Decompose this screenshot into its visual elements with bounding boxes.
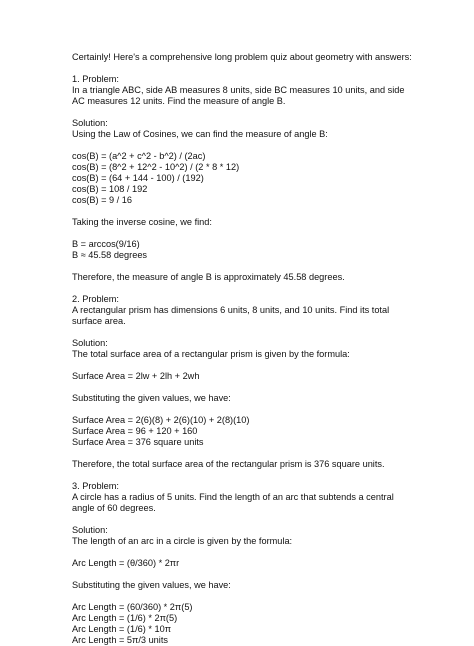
spacer xyxy=(72,63,412,74)
problem-1-inverse-step: B = arccos(9/16) xyxy=(72,239,140,249)
document-body xyxy=(72,52,412,646)
problem-2-substitute-intro: Substituting the given values, we have: xyxy=(72,393,231,403)
problem-1-text-line: AC measures 12 units. Find the measure of angle B. xyxy=(72,96,286,106)
problem-2-formula: Surface Area = 2lw + 2lh + 2wh xyxy=(72,371,200,381)
problem-1-solution-heading: Solution: xyxy=(72,118,108,128)
problem-3-solution-intro: The length of an arc in a circle is given by the formula: xyxy=(72,536,293,546)
problem-3-formula: Arc Length = (θ/360) * 2πr xyxy=(72,558,180,568)
spacer xyxy=(72,360,412,371)
problem-2-solution-heading: Solution: xyxy=(72,338,108,348)
problem-3-step: Arc Length = (60/360) * 2π(5) xyxy=(72,602,193,612)
problem-3-text-line: A circle has a radius of 5 units. Find the length of an arc that subtends a central xyxy=(72,492,394,502)
spacer xyxy=(72,470,412,481)
spacer xyxy=(72,327,412,338)
problem-2-step: Surface Area = 2(6)(8) + 2(6)(10) + 2(8)(10) xyxy=(72,415,250,425)
problem-1-step: cos(B) = (8^2 + 12^2 - 10^2) / (2 * 8 * 12) xyxy=(72,162,240,172)
problem-1-step: cos(B) = (a^2 + c^2 - b^2) / (2ac) xyxy=(72,151,206,161)
intro-text: Certainly! Here's a comprehensive long problem quiz about geometry with answers: xyxy=(72,52,412,62)
problem-3-step: Arc Length = (1/6) * 2π(5) xyxy=(72,613,178,623)
problem-2-step: Surface Area = 96 + 120 + 160 xyxy=(72,426,198,436)
spacer xyxy=(72,283,412,294)
spacer xyxy=(72,382,412,393)
problem-1-step: cos(B) = (64 + 144 - 100) / (192) xyxy=(72,173,204,183)
problem-2-solution-intro: The total surface area of a rectangular prism is given by the formula: xyxy=(72,349,350,359)
problem-2-heading: 2. Problem: xyxy=(72,294,119,304)
problem-2-text-line: surface area. xyxy=(72,316,126,326)
problem-3-text-line: angle of 60 degrees. xyxy=(72,503,156,513)
problem-3-substitute-intro: Substituting the given values, we have: xyxy=(72,580,231,590)
problem-3-solution-heading: Solution: xyxy=(72,525,108,535)
problem-3-step: Arc Length = (1/6) * 10π xyxy=(72,624,172,634)
spacer xyxy=(72,404,412,415)
spacer xyxy=(72,107,412,118)
problem-3-heading: 3. Problem: xyxy=(72,481,119,491)
problem-1-inverse-step: B ≈ 45.58 degrees xyxy=(72,250,148,260)
problem-2-step: Surface Area = 376 square units xyxy=(72,437,204,447)
problem-2-text-line: A rectangular prism has dimensions 6 units, 8 units, and 10 units. Find its total xyxy=(72,305,390,315)
problem-1-text-line: In a triangle ABC, side AB measures 8 units, side BC measures 10 units, and side xyxy=(72,85,405,95)
problem-1-step: cos(B) = 9 / 16 xyxy=(72,195,133,205)
spacer xyxy=(72,547,412,558)
spacer xyxy=(72,514,412,525)
problem-1-step: cos(B) = 108 / 192 xyxy=(72,184,148,194)
problem-1-conclusion: Therefore, the measure of angle B is approximately 45.58 degrees. xyxy=(72,272,345,282)
spacer xyxy=(72,448,412,459)
problem-1-solution-intro: Using the Law of Cosines, we can find the measure of angle B: xyxy=(72,129,328,139)
problem-1-heading: 1. Problem: xyxy=(72,74,119,84)
spacer xyxy=(72,228,412,239)
spacer xyxy=(72,140,412,151)
spacer xyxy=(72,261,412,272)
spacer xyxy=(72,591,412,602)
problem-3-step: Arc Length = 5π/3 units xyxy=(72,635,168,645)
spacer xyxy=(72,206,412,217)
spacer xyxy=(72,569,412,580)
problem-1-inverse-intro: Taking the inverse cosine, we find: xyxy=(72,217,212,227)
problem-2-conclusion: Therefore, the total surface area of the rectangular prism is 376 square units. xyxy=(72,459,385,469)
